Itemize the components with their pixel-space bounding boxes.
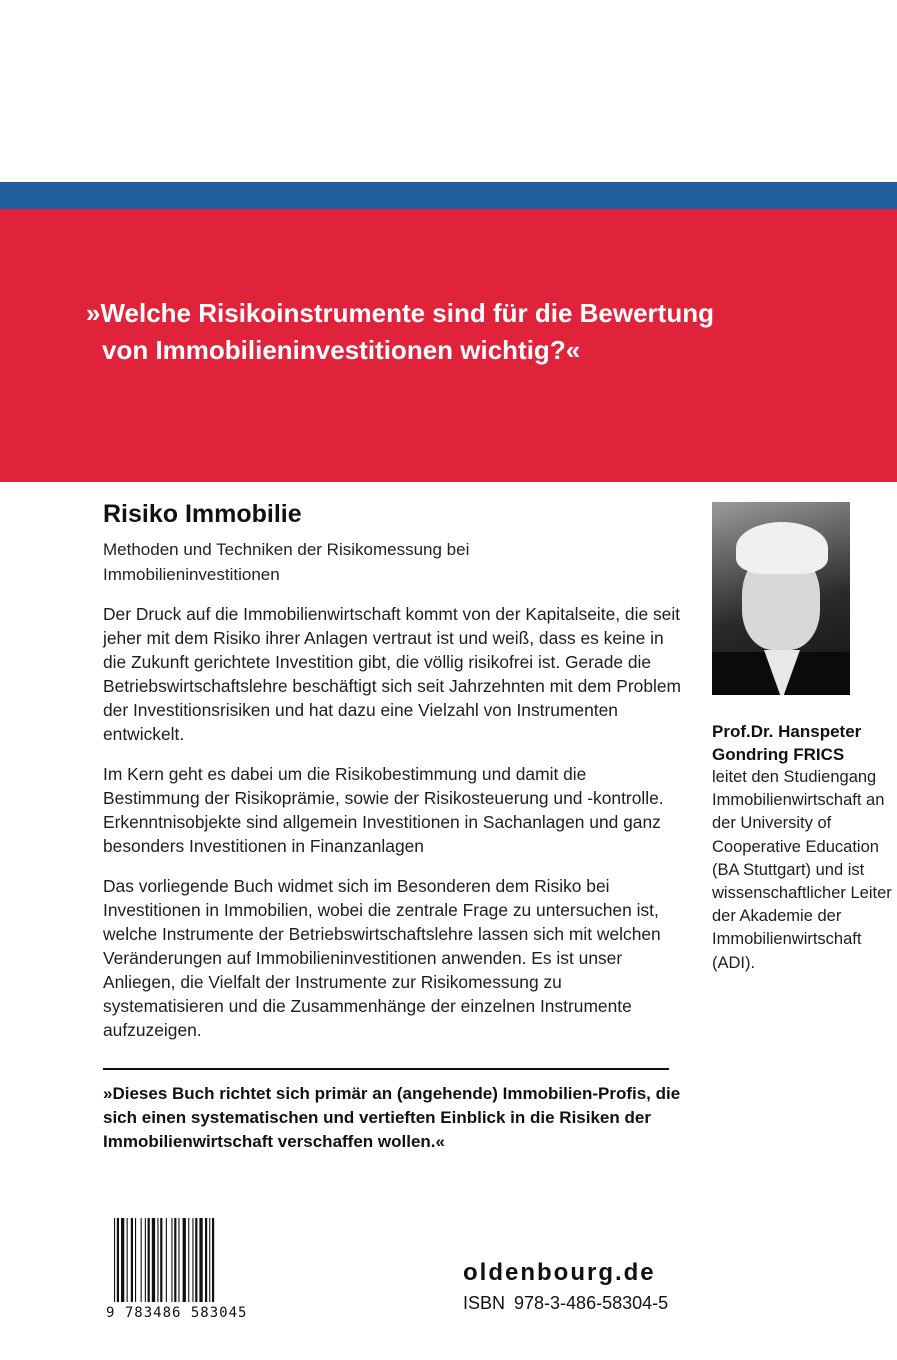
blue-bar [0,182,897,209]
headline-line-1: »Welche Risikoinstrumente sind für die Bewertung [86,298,714,328]
isbn: ISBN 978-3-486-58304-5 [463,1293,669,1313]
author-name [712,720,861,766]
blurb-paragraph-2: Im Kern geht es dabei um die Risikobestimmung und damit die Bestimmung der Risikoprämie, sowie der Risikosteuerung und -kontrolle. Erkenntnisobjekte sind allgemein Investitionen in Sachanlagen und ganz besonders Investitionen in Finanzanlagen [103,764,664,856]
barcode [112,1218,252,1302]
divider [103,1068,669,1070]
blurb-paragraph-1: Der Druck auf die Immobilienwirtschaft kommt von der Kapitalseite, die seit jeher mit dem Risiko ihrer Anlagen vertraut ist und weiß, dass es keine in die Zukunft gerichtete Investition gibt, die völlig risikofrei ist. Gerade die Betriebswirtschaftslehre beschäftigt sich seit Jahrzehnten mit dem Problem der Investitionsrisiken und hat dazu eine Vielzahl von Instrumenten entwickelt. [103,604,682,744]
publisher-website[interactable]: oldenbourg.de [463,1259,656,1286]
author-name-line-1: Prof.Dr. Hanspeter [712,722,862,741]
author-photo [712,502,850,695]
barcode-number: 9 783486 583045 [106,1305,248,1321]
headline-quote [86,295,846,369]
book-title: Risiko Immobilie [103,500,302,528]
author-name-line-2: Gondring FRICS [712,745,845,764]
blurb-text [103,602,681,1058]
headline-line-2: von Immobilieninvestitionen wichtig?« [102,335,581,365]
subtitle-line-2: Immobilieninvestitionen [103,565,280,584]
subtitle-line-1: Methoden und Techniken der Risikomessung bei [103,540,470,559]
blurb-paragraph-3: Das vorliegende Buch widmet sich im Besonderen dem Risiko bei Investitionen in Immobilien, wobei die zentrale Frage zu untersuchen ist, welche Instrumente der Betriebswirtschaftslehre lassen sich mit welchen Veränderungen auf Immobilieninvestitionen anwenden. Es ist unser Anliegen, die Vielfalt der Instrumente zur Risikomessung zu systematisieren und die Zusammenhänge der einzelnen Instrumente aufzuzeigen. [103,876,661,1040]
author-bio: leitet den Studiengang Immobilienwirtschaft an der University of Cooperative Education (BA Stuttgart) und ist wissenschaftlicher Leiter der Akademie der Immobilienwirtschaft (ADI). [712,768,892,972]
audience-quote: »Dieses Buch richtet sich primär an (angehende) Immobilien-Profis, die sich einen systematischen und vertieften Einblick in die Risiken der Immobilienwirtschaft verschaffen wollen.« [103,1084,681,1151]
book-subtitle [103,537,663,587]
